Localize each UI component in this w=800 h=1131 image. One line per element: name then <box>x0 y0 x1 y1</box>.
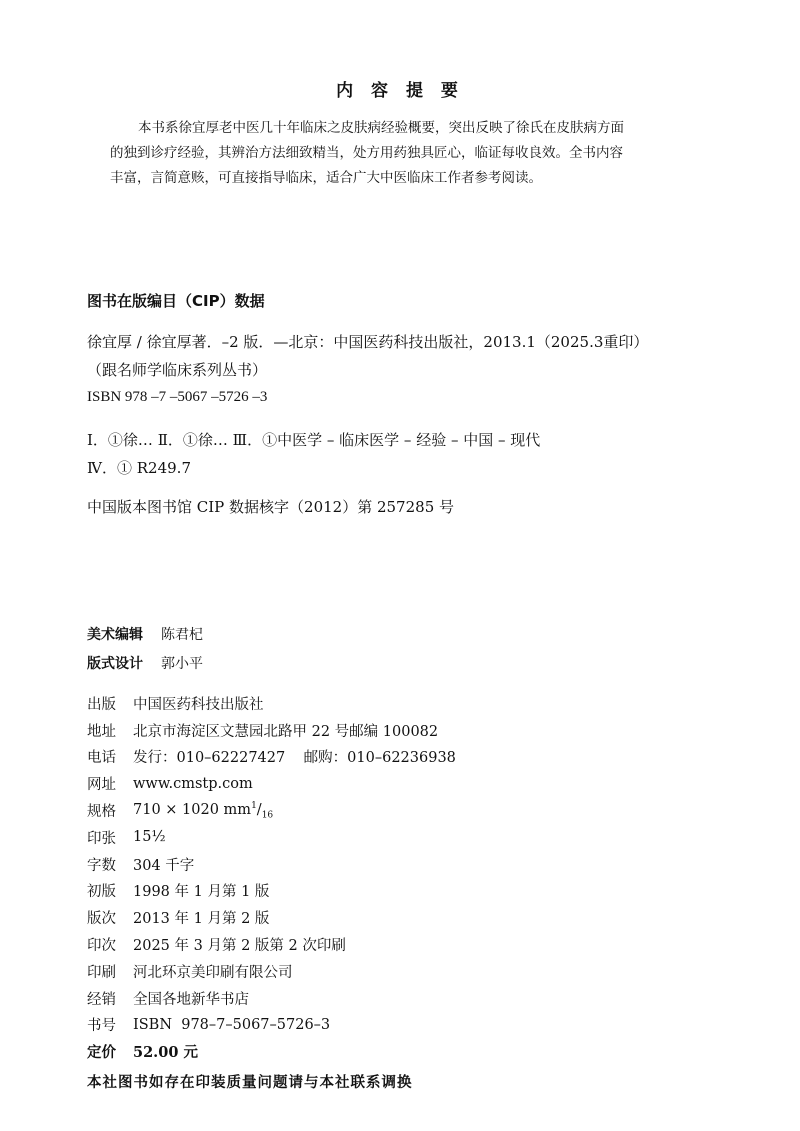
credit-value: 郭小平 <box>161 656 203 672</box>
info-row-book-number <box>87 1012 456 1039</box>
info-value: ISBN 978–7–5067–5726–3 <box>133 1016 331 1033</box>
cip-isbn-line: ISBN 978 –7 –5067 –5726 –3 <box>87 389 268 405</box>
info-label: 电话 <box>87 750 116 767</box>
info-label: 书号 <box>87 1018 116 1035</box>
credit-value: 陈君杞 <box>161 627 203 643</box>
info-value: 发行：010–62227427 邮购：010–62236938 <box>133 750 456 767</box>
info-value: 710 × 1020 $mm^1/_{16}$ <box>133 800 274 821</box>
credit-label: 版式设计 <box>87 656 143 672</box>
cip-record-number: 中国版本图书馆 CIP 数据核字（2012）第 257285 号 <box>87 498 455 516</box>
summary-title: 内 容 提 要 <box>336 81 464 101</box>
info-row-price <box>87 1038 456 1065</box>
info-label: 初版 <box>87 884 116 901</box>
info-value: www.cmstp.com <box>133 775 253 792</box>
cip-heading: 图书在版编目（CIP）数据 <box>87 292 265 310</box>
info-value: 2013 年 1 月第 2 版 <box>133 911 270 928</box>
info-row-address <box>87 717 456 744</box>
info-label: 印次 <box>87 938 116 955</box>
info-label: 版次 <box>87 911 116 928</box>
summary-text <box>110 116 692 191</box>
info-row-words <box>87 851 456 878</box>
price-value: 52.00 元 <box>133 1044 198 1062</box>
info-row-printer <box>87 958 456 985</box>
info-row-distributor <box>87 985 456 1012</box>
info-value: 304 千字 <box>133 857 195 874</box>
info-label: 定价 <box>87 1045 116 1062</box>
info-label: 地址 <box>87 723 116 740</box>
info-label: 网址 <box>87 777 116 794</box>
info-value: 1998 年 1 月第 1 版 <box>133 884 270 901</box>
info-row-publisher <box>87 690 456 717</box>
info-label: 印张 <box>87 830 116 847</box>
info-value: 中国医药科技出版社 <box>133 696 264 713</box>
info-value: 全国各地新华书店 <box>133 991 249 1008</box>
info-label: 经销 <box>87 991 116 1008</box>
info-label: 出版 <box>87 696 116 713</box>
info-label: 印刷 <box>87 964 116 981</box>
cip-series-line: （跟名师学临床系列丛书） <box>87 361 268 379</box>
credit-label: 美术编辑 <box>87 627 143 643</box>
info-row-edition <box>87 904 456 931</box>
summary-line: 本书系徐宜厚老中医几十年临床之皮肤病经验概要，突出反映了徐氏在皮肤病方面 <box>138 120 624 136</box>
info-row-phone <box>87 744 456 771</box>
info-value: 2025 年 3 月第 2 版第 2 次印刷 <box>133 938 346 955</box>
summary-line: 丰富，言简意赅，可直接指导临床，适合广大中医临床工作者参考阅读。 <box>110 170 542 186</box>
info-row-first-edition <box>87 878 456 905</box>
info-value: 北京市海淀区文慧园北路甲 22 号邮编 100082 <box>133 723 439 740</box>
info-row-website <box>87 770 456 797</box>
credit-art-editor <box>87 624 203 644</box>
info-value: 河北环京美印刷有限公司 <box>133 964 293 981</box>
publication-info-table <box>87 690 456 1065</box>
cip-title-line: 徐宜厚 / 徐宜厚著．–2 版．—北京：中国医药科技出版社，2013.1（2025.3重印） <box>87 333 649 351</box>
credit-layout-designer <box>87 653 203 673</box>
info-row-sheets <box>87 824 456 851</box>
summary-line: 的独到诊疗经验，其辨治方法细致精当，处方用药独具匠心，临证每收良效。全书内容 <box>110 145 623 161</box>
info-row-format <box>87 797 456 824</box>
info-label: 规格 <box>87 804 116 821</box>
info-value: 15½ <box>133 829 166 846</box>
quality-notice: 本社图书如存在印装质量问题请与本社联系调换 <box>87 1075 413 1091</box>
cip-subject-line: Ⅰ．①徐… Ⅱ．①徐… Ⅲ．①中医学 – 临床医学 – 经验 – 中国 – 现代 <box>87 431 541 449</box>
info-row-printing <box>87 931 456 958</box>
cip-classification-line: Ⅳ．① R249.7 <box>87 459 191 477</box>
info-label: 字数 <box>87 857 116 874</box>
